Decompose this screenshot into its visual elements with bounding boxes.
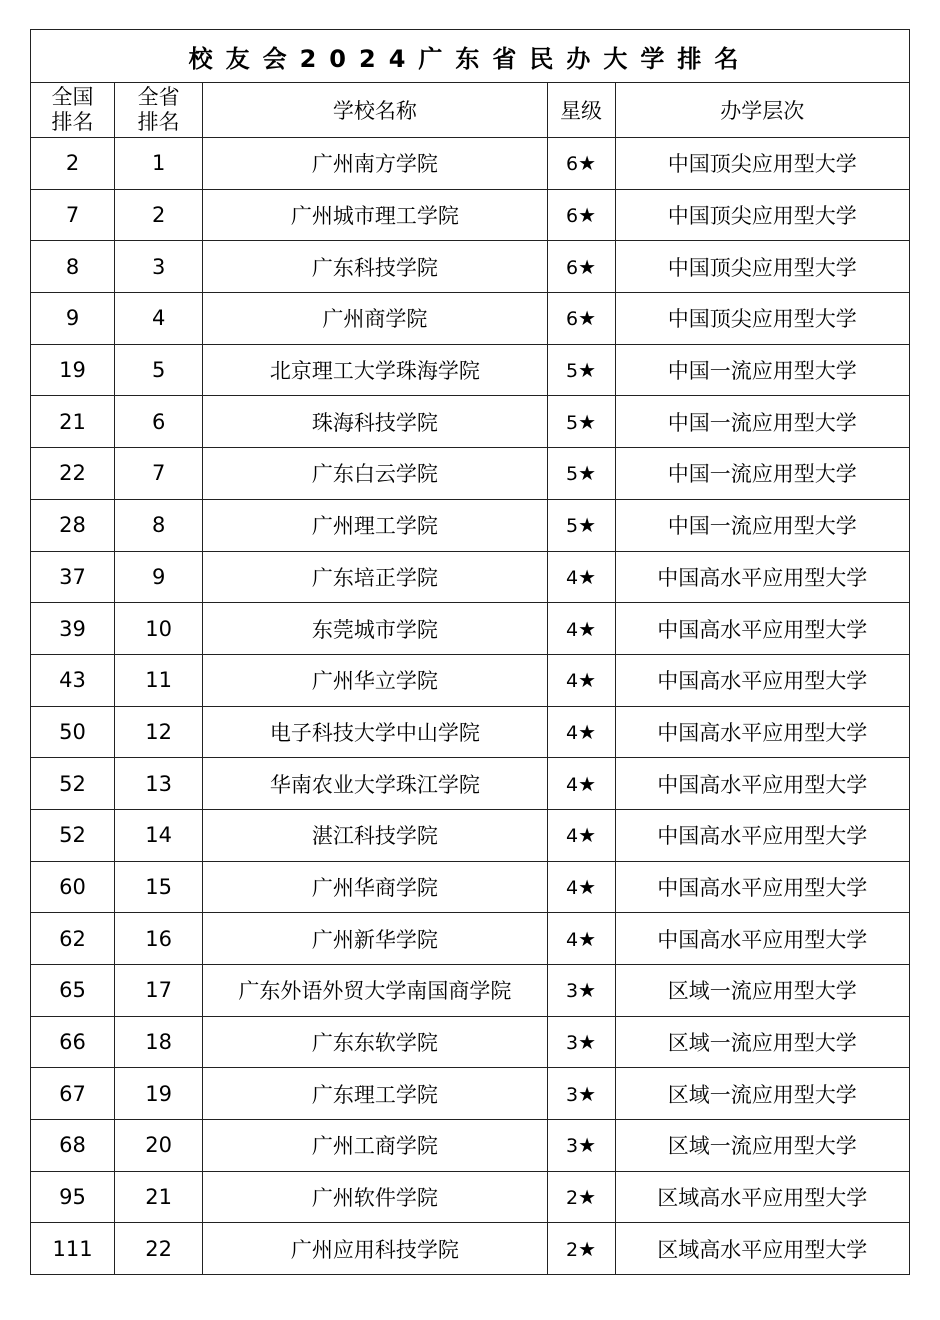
- star-level-cell: [547, 293, 615, 345]
- star-count: 5: [566, 463, 579, 486]
- star-count: 4: [566, 618, 579, 641]
- school-name-cell: 广州理工学院: [203, 499, 547, 551]
- provincial-rank-cell: 21: [115, 1171, 203, 1223]
- national-rank-cell: 22: [31, 448, 115, 500]
- school-name-cell: 广州商学院: [203, 293, 547, 345]
- provincial-rank-cell: 1: [115, 138, 203, 190]
- table-row: [31, 1120, 910, 1172]
- school-level-cell: 区域高水平应用型大学: [615, 1223, 909, 1275]
- star-icon: ★: [578, 978, 597, 1003]
- table-row: [31, 913, 910, 965]
- national-rank-cell: 68: [31, 1120, 115, 1172]
- star-level-cell: [547, 396, 615, 448]
- provincial-rank-cell: 17: [115, 965, 203, 1017]
- table-row: [31, 448, 910, 500]
- star-icon: ★: [578, 616, 597, 641]
- star-icon: ★: [578, 203, 597, 228]
- school-level-cell: 中国高水平应用型大学: [615, 809, 909, 861]
- provincial-rank-cell: 2: [115, 189, 203, 241]
- star-icon: ★: [578, 151, 597, 176]
- table-row: [31, 293, 910, 345]
- star-count: 4: [566, 566, 579, 589]
- star-level-cell: [547, 189, 615, 241]
- school-name-cell: 广州工商学院: [203, 1120, 547, 1172]
- provincial-rank-cell: 6: [115, 396, 203, 448]
- school-name-cell: 广东外语外贸大学南国商学院: [203, 965, 547, 1017]
- star-level-cell: [547, 551, 615, 603]
- school-name-cell: 广州新华学院: [203, 913, 547, 965]
- school-level-cell: 中国顶尖应用型大学: [615, 241, 909, 293]
- school-level-cell: 中国高水平应用型大学: [615, 913, 909, 965]
- star-count: 2: [566, 1187, 579, 1210]
- header-provincial-rank-line1: 全省: [137, 85, 180, 109]
- header-star-level: 星级: [547, 83, 615, 138]
- school-level-cell: 中国高水平应用型大学: [615, 551, 909, 603]
- star-icon: ★: [578, 409, 597, 434]
- school-name-cell: 珠海科技学院: [203, 396, 547, 448]
- school-level-cell: 中国顶尖应用型大学: [615, 189, 909, 241]
- star-count: 4: [566, 825, 579, 848]
- table-row: [31, 706, 910, 758]
- school-name-cell: 广东理工学院: [203, 1068, 547, 1120]
- table-row: [31, 344, 910, 396]
- star-level-cell: [547, 1068, 615, 1120]
- table-row: [31, 1223, 910, 1275]
- header-provincial-rank-line2: 排名: [137, 110, 180, 134]
- provincial-rank-cell: 13: [115, 758, 203, 810]
- star-level-cell: [547, 1223, 615, 1275]
- table-row: [31, 861, 910, 913]
- star-count: 6: [566, 308, 579, 331]
- star-level-cell: [547, 138, 615, 190]
- star-level-cell: [547, 1016, 615, 1068]
- national-rank-cell: 62: [31, 913, 115, 965]
- provincial-rank-cell: 16: [115, 913, 203, 965]
- school-level-cell: 区域一流应用型大学: [615, 965, 909, 1017]
- star-level-cell: [547, 1120, 615, 1172]
- star-level-cell: [547, 809, 615, 861]
- school-name-cell: 广州华商学院: [203, 861, 547, 913]
- school-level-cell: 区域高水平应用型大学: [615, 1171, 909, 1223]
- national-rank-cell: 39: [31, 603, 115, 655]
- table-row: [31, 551, 910, 603]
- school-name-cell: 东莞城市学院: [203, 603, 547, 655]
- national-rank-cell: 19: [31, 344, 115, 396]
- star-icon: ★: [578, 564, 597, 589]
- school-name-cell: 广东东软学院: [203, 1016, 547, 1068]
- table-body: [31, 138, 910, 1275]
- national-rank-cell: 95: [31, 1171, 115, 1223]
- star-level-cell: [547, 448, 615, 500]
- ranking-sheet: [30, 29, 910, 1275]
- national-rank-cell: 52: [31, 809, 115, 861]
- star-count: 6: [566, 153, 579, 176]
- table-row: [31, 965, 910, 1017]
- star-level-cell: [547, 344, 615, 396]
- national-rank-cell: 7: [31, 189, 115, 241]
- national-rank-cell: 37: [31, 551, 115, 603]
- star-icon: ★: [578, 1133, 597, 1158]
- star-icon: ★: [578, 513, 597, 538]
- school-level-cell: 中国高水平应用型大学: [615, 758, 909, 810]
- school-level-cell: 中国高水平应用型大学: [615, 706, 909, 758]
- school-level-cell: 中国一流应用型大学: [615, 499, 909, 551]
- provincial-rank-cell: 4: [115, 293, 203, 345]
- star-count: 4: [566, 721, 579, 744]
- school-name-cell: 湛江科技学院: [203, 809, 547, 861]
- provincial-rank-cell: 19: [115, 1068, 203, 1120]
- star-level-cell: [547, 603, 615, 655]
- header-school-name: 学校名称: [203, 83, 547, 138]
- table-row: [31, 189, 910, 241]
- table-row: [31, 1016, 910, 1068]
- provincial-rank-cell: 12: [115, 706, 203, 758]
- star-count: 3: [566, 1083, 579, 1106]
- provincial-rank-cell: 10: [115, 603, 203, 655]
- star-count: 3: [566, 1032, 579, 1055]
- provincial-rank-cell: 9: [115, 551, 203, 603]
- header-national-rank-line1: 全国: [51, 85, 94, 109]
- star-level-cell: [547, 758, 615, 810]
- star-level-cell: [547, 913, 615, 965]
- school-name-cell: 广东白云学院: [203, 448, 547, 500]
- star-count: 4: [566, 670, 579, 693]
- school-name-cell: 广州应用科技学院: [203, 1223, 547, 1275]
- star-icon: ★: [578, 668, 597, 693]
- table-row: [31, 241, 910, 293]
- table-row: [31, 1068, 910, 1120]
- provincial-rank-cell: 14: [115, 809, 203, 861]
- school-level-cell: 中国高水平应用型大学: [615, 861, 909, 913]
- table-row: [31, 1171, 910, 1223]
- star-level-cell: [547, 861, 615, 913]
- national-rank-cell: 60: [31, 861, 115, 913]
- school-level-cell: 中国一流应用型大学: [615, 448, 909, 500]
- star-count: 2: [566, 1238, 579, 1261]
- star-count: 6: [566, 205, 579, 228]
- national-rank-cell: 9: [31, 293, 115, 345]
- table-row: [31, 809, 910, 861]
- star-count: 4: [566, 928, 579, 951]
- header-row: [31, 83, 910, 138]
- provincial-rank-cell: 5: [115, 344, 203, 396]
- school-level-cell: 中国一流应用型大学: [615, 344, 909, 396]
- provincial-rank-cell: 11: [115, 654, 203, 706]
- national-rank-cell: 8: [31, 241, 115, 293]
- school-name-cell: 广东培正学院: [203, 551, 547, 603]
- star-count: 5: [566, 360, 579, 383]
- school-name-cell: 广州南方学院: [203, 138, 547, 190]
- national-rank-cell: 2: [31, 138, 115, 190]
- star-count: 4: [566, 773, 579, 796]
- school-level-cell: 中国高水平应用型大学: [615, 603, 909, 655]
- star-icon: ★: [578, 1236, 597, 1261]
- school-level-cell: 区域一流应用型大学: [615, 1068, 909, 1120]
- star-count: 3: [566, 980, 579, 1003]
- star-icon: ★: [578, 771, 597, 796]
- star-count: 4: [566, 876, 579, 899]
- school-name-cell: 北京理工大学珠海学院: [203, 344, 547, 396]
- table-row: [31, 138, 910, 190]
- star-icon: ★: [578, 823, 597, 848]
- school-name-cell: 广州城市理工学院: [203, 189, 547, 241]
- star-count: 5: [566, 411, 579, 434]
- header-national-rank-line2: 排名: [51, 110, 94, 134]
- header-provincial-rank: [115, 83, 203, 138]
- national-rank-cell: 43: [31, 654, 115, 706]
- star-level-cell: [547, 654, 615, 706]
- star-level-cell: [547, 241, 615, 293]
- national-rank-cell: 66: [31, 1016, 115, 1068]
- school-level-cell: 区域一流应用型大学: [615, 1120, 909, 1172]
- table-row: [31, 499, 910, 551]
- table-row: [31, 603, 910, 655]
- school-name-cell: 广州华立学院: [203, 654, 547, 706]
- star-icon: ★: [578, 306, 597, 331]
- provincial-rank-cell: 22: [115, 1223, 203, 1275]
- school-level-cell: 中国一流应用型大学: [615, 396, 909, 448]
- provincial-rank-cell: 7: [115, 448, 203, 500]
- header-school-level: 办学层次: [615, 83, 909, 138]
- star-icon: ★: [578, 719, 597, 744]
- star-level-cell: [547, 965, 615, 1017]
- star-icon: ★: [578, 926, 597, 951]
- school-level-cell: 中国顶尖应用型大学: [615, 138, 909, 190]
- provincial-rank-cell: 20: [115, 1120, 203, 1172]
- national-rank-cell: 67: [31, 1068, 115, 1120]
- national-rank-cell: 50: [31, 706, 115, 758]
- table-title: 校友会2024广东省民办大学排名: [31, 30, 910, 83]
- national-rank-cell: 28: [31, 499, 115, 551]
- star-icon: ★: [578, 874, 597, 899]
- national-rank-cell: 65: [31, 965, 115, 1017]
- school-name-cell: 广州软件学院: [203, 1171, 547, 1223]
- table-row: [31, 758, 910, 810]
- national-rank-cell: 21: [31, 396, 115, 448]
- ranking-table: [30, 29, 910, 1275]
- provincial-rank-cell: 8: [115, 499, 203, 551]
- national-rank-cell: 52: [31, 758, 115, 810]
- star-level-cell: [547, 499, 615, 551]
- school-level-cell: 区域一流应用型大学: [615, 1016, 909, 1068]
- star-icon: ★: [578, 1081, 597, 1106]
- provincial-rank-cell: 18: [115, 1016, 203, 1068]
- table-row: [31, 396, 910, 448]
- star-level-cell: [547, 1171, 615, 1223]
- provincial-rank-cell: 15: [115, 861, 203, 913]
- school-name-cell: 广东科技学院: [203, 241, 547, 293]
- star-icon: ★: [578, 1030, 597, 1055]
- star-icon: ★: [578, 1185, 597, 1210]
- school-level-cell: 中国顶尖应用型大学: [615, 293, 909, 345]
- provincial-rank-cell: 3: [115, 241, 203, 293]
- star-level-cell: [547, 706, 615, 758]
- star-icon: ★: [578, 461, 597, 486]
- school-level-cell: 中国高水平应用型大学: [615, 654, 909, 706]
- star-count: 5: [566, 515, 579, 538]
- national-rank-cell: 111: [31, 1223, 115, 1275]
- star-count: 6: [566, 256, 579, 279]
- star-icon: ★: [578, 358, 597, 383]
- table-row: [31, 654, 910, 706]
- star-icon: ★: [578, 254, 597, 279]
- school-name-cell: 电子科技大学中山学院: [203, 706, 547, 758]
- star-count: 3: [566, 1135, 579, 1158]
- header-national-rank: [31, 83, 115, 138]
- school-name-cell: 华南农业大学珠江学院: [203, 758, 547, 810]
